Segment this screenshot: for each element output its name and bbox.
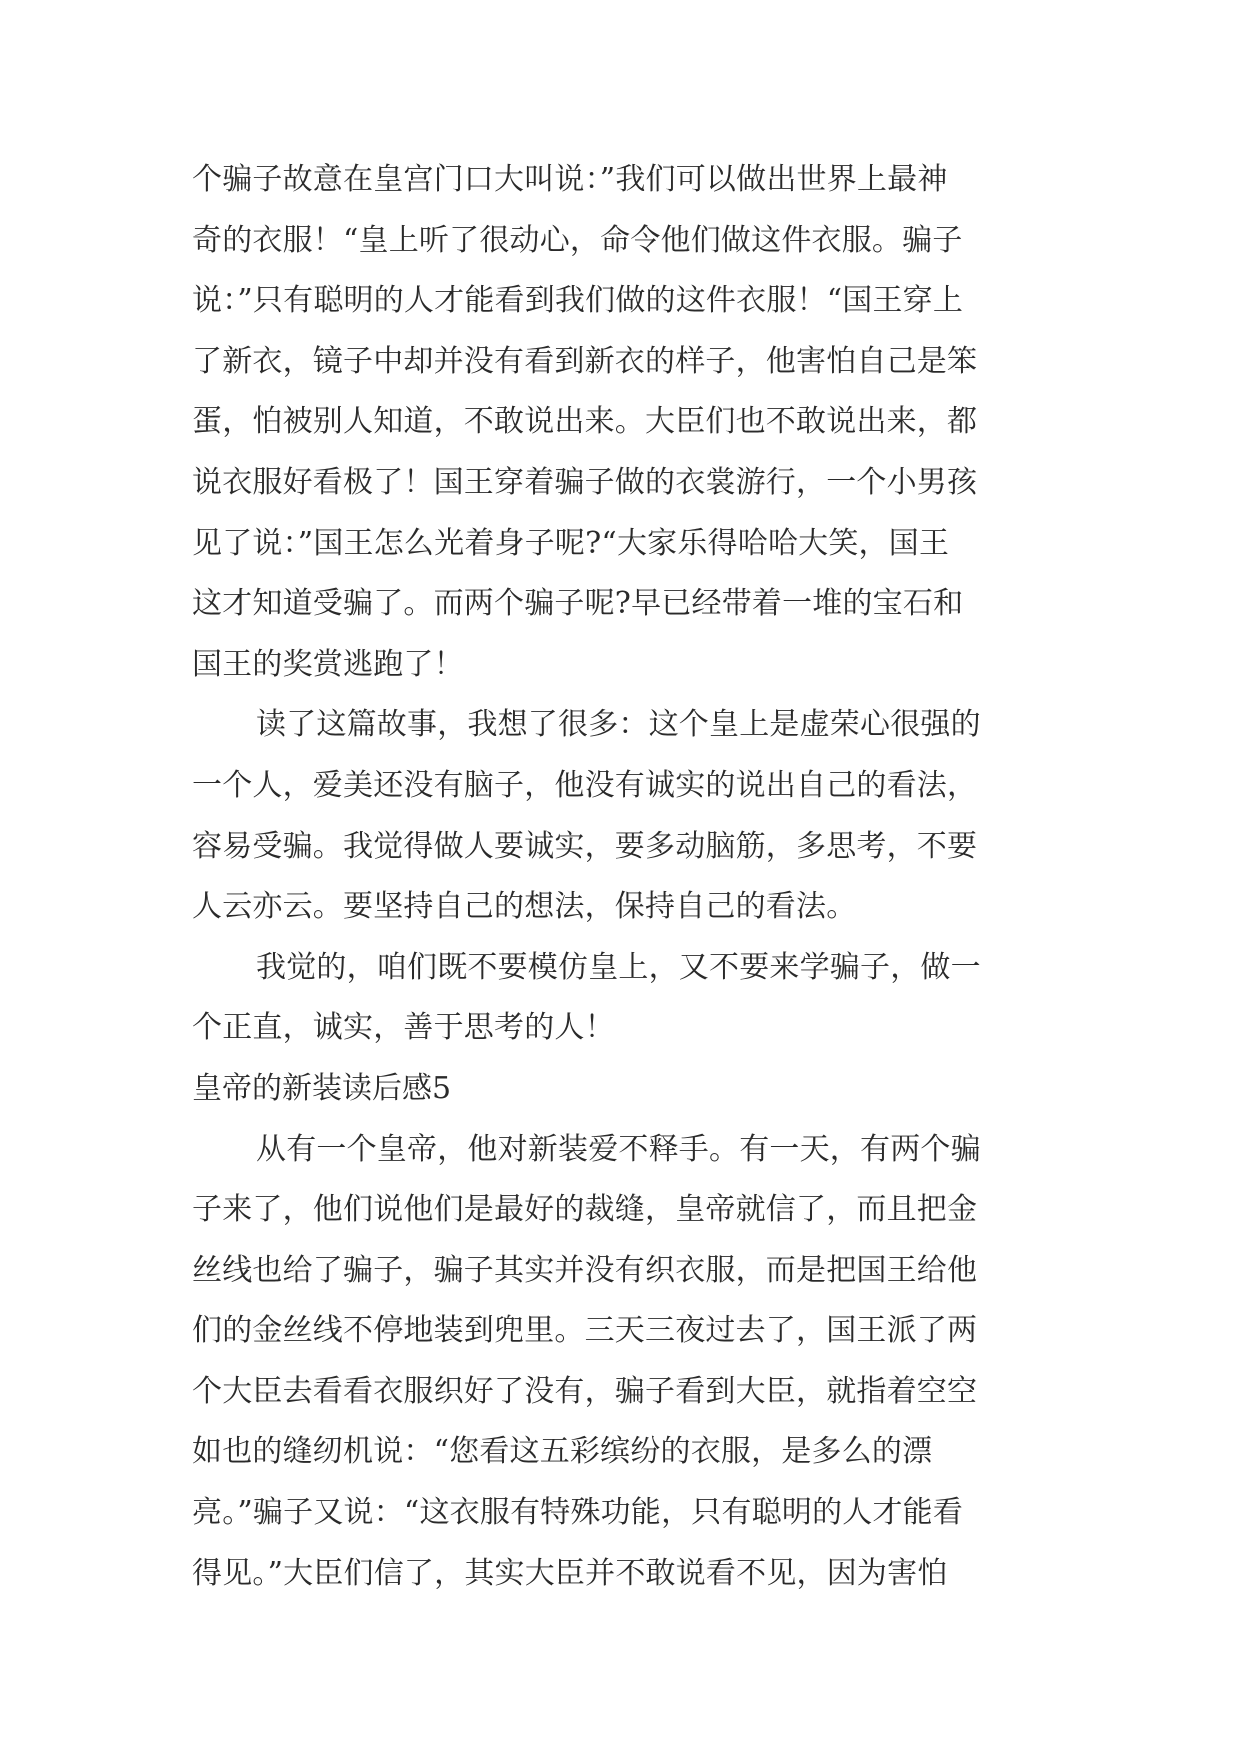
document-body — [192, 150, 1072, 1604]
text-line: 个正直，诚实，善于思考的人！ — [192, 1010, 615, 1046]
text-line: 这才知道受骗了。而两个骗子呢?早已经带着一堆的宝石和 — [192, 586, 964, 622]
text-line: 奇的衣服！“皇上听了很动心，命令他们做这件衣服。骗子 — [192, 222, 963, 258]
text-line: 蛋，怕被别人知道，不敢说出来。大臣们也不敢说出来，都 — [192, 404, 978, 440]
paragraph-first-line: 从有一个皇帝，他对新装爱不释手。有一天，有两个骗 — [256, 1131, 981, 1167]
section-heading: 皇帝的新装读后感5 — [192, 1070, 452, 1106]
text-line: 人云亦云。要坚持自己的想法，保持自己的看法。 — [192, 889, 857, 925]
text-line: 亮。”骗子又说：“这衣服有特殊功能，只有聪明的人才能看 — [192, 1495, 964, 1531]
text-line: 丝线也给了骗子，骗子其实并没有织衣服，而是把国王给他 — [192, 1252, 978, 1288]
text-line: 们的金丝线不停地装到兜里。三天三夜过去了，国王派了两 — [192, 1313, 978, 1349]
text-line: 说衣服好看极了！国王穿着骗子做的衣裳游行，一个小男孩 — [192, 464, 978, 500]
text-line: 得见。”大臣们信了，其实大臣并不敢说看不见，因为害怕 — [192, 1555, 948, 1591]
text-line: 如也的缝纫机说：“您看这五彩缤纷的衣服，是多么的漂 — [192, 1434, 933, 1470]
text-line: 个大臣去看看衣服织好了没有，骗子看到大臣，就指着空空 — [192, 1373, 978, 1409]
text-line: 见了说：”国王怎么光着身子呢?“大家乐得哈哈大笑，国王 — [192, 525, 950, 561]
text-line: 一个人，爱美还没有脑子，他没有诚实的说出自己的看法， — [192, 767, 978, 803]
text-line: 说：”只有聪明的人才能看到我们做的这件衣服！“国王穿上 — [192, 283, 964, 319]
text-line: 子来了，他们说他们是最好的裁缝，皇帝就信了，而且把金 — [192, 1192, 978, 1228]
text-line: 国王的奖赏逃跑了！ — [192, 646, 464, 682]
text-line: 个骗子故意在皇宫门口大叫说：”我们可以做出世界上最神 — [192, 162, 948, 197]
text-line: 了新衣，镜子中却并没有看到新衣的样子，他害怕自己是笨 — [192, 343, 978, 379]
paragraph-first-line: 我觉的，咱们既不要模仿皇上，又不要来学骗子，做一 — [256, 949, 981, 985]
paragraph-first-line: 读了这篇故事，我想了很多：这个皇上是虚荣心很强的 — [256, 707, 981, 743]
text-line: 容易受骗。我觉得做人要诚实，要多动脑筋，多思考，不要 — [192, 828, 978, 864]
